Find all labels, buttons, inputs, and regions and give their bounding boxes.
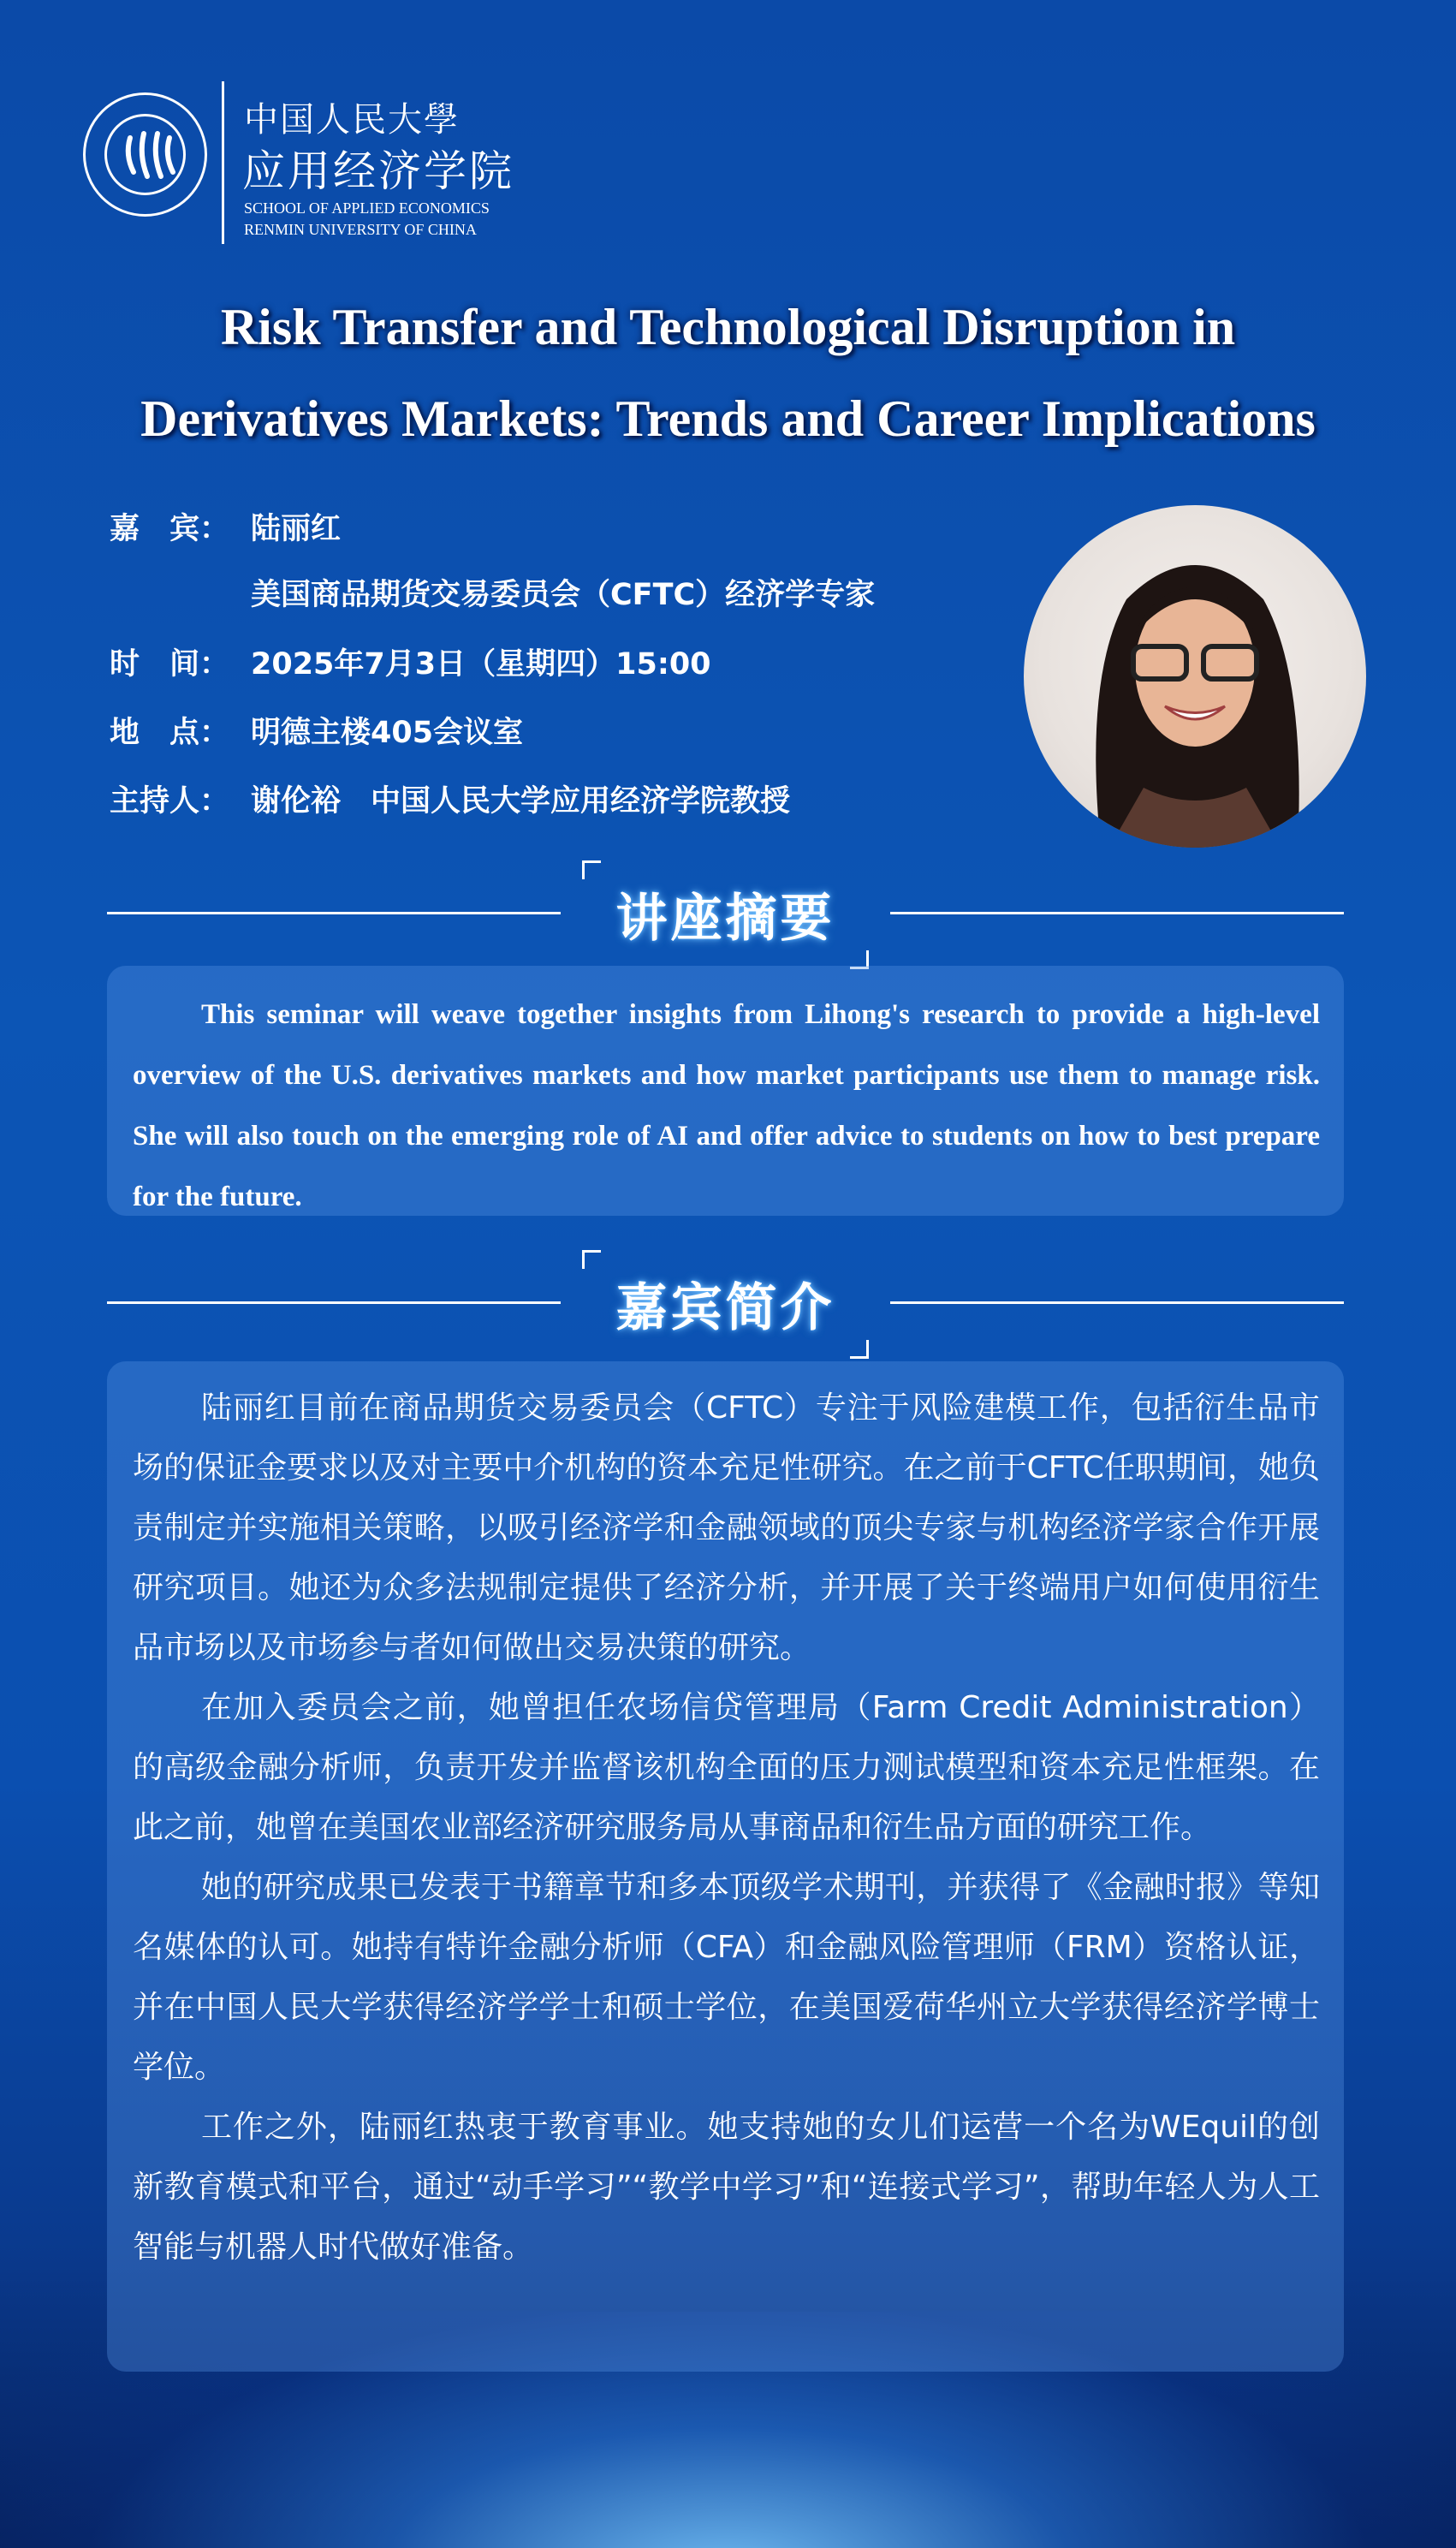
abstract-heading: 讲座摘要	[615, 889, 835, 949]
school-name-cn: 应用经济学院	[242, 146, 514, 196]
logo-divider	[222, 81, 224, 244]
abstract-text: This seminar will weave together insights from Lihong's research to provide a high-level overview of the U.S. derivatives markets and how market participants use them to manage risk. She will also touch on the emerging role of AI and offer advice to students on how to best prepare for the future.	[133, 999, 1320, 1212]
corner-bracket	[582, 1250, 601, 1269]
info-time	[110, 640, 711, 683]
corner-bracket	[582, 860, 601, 879]
info-label: 地 点：	[110, 716, 230, 750]
bio-section-header	[107, 1267, 1344, 1336]
info-label: 时 间：	[110, 647, 230, 682]
school-name-en: SCHOOL OF APPLIED ECONOMICS	[244, 199, 490, 217]
info-location	[110, 709, 523, 752]
info-value: 陆丽红	[251, 512, 342, 546]
abstract-box	[107, 966, 1344, 1216]
info-guest	[110, 505, 341, 548]
corner-bracket	[850, 1340, 869, 1359]
title-line-1: Risk Transfer and Technological Disruption in	[220, 299, 1236, 355]
info-value: 谢伦裕 中国人民大学应用经济学院教授	[251, 784, 791, 819]
university-name-en: RENMIN UNIVERSITY OF CHINA	[244, 221, 477, 238]
bio-paragraph: 陆丽红目前在商品期货交易委员会（CFTC）专注于风险建模工作，包括衍生品市场的保证金要求以及对主要中介机构的资本充足性研究。在之前于CFTC任职期间，她负责制定并实施相关策略，以吸引经济学和金融领域的顶尖专家与机构经济学家合作开展研究项目。她还为众多法规制定提供了经济分析，并开展了关于终端用户如何使用衍生品市场以及市场参与者如何做出交易决策的研究。	[133, 1390, 1320, 1665]
info-value: 明德主楼405会议室	[251, 716, 524, 750]
bio-heading: 嘉宾简介	[615, 1278, 835, 1338]
info-label: 主持人：	[110, 784, 230, 819]
title-line-2: Derivatives Markets: Trends and Career Implications	[140, 390, 1316, 447]
info-guest-title	[110, 571, 875, 614]
abstract-section-header	[107, 878, 1344, 949]
speaker-photo	[1024, 505, 1366, 848]
bio-box	[107, 1361, 1344, 2372]
info-label	[110, 571, 251, 614]
bio-paragraph: 她的研究成果已发表于书籍章节和多本顶级学术期刊，并获得了《金融时报》等知名媒体的认可。她持有特许金融分析师（CFA）和金融风险管理师（FRM）资格认证，并在中国人民大学获得经济学学士和硕士学位，在美国爱荷华州立大学获得经济学博士学位。	[133, 1870, 1320, 2085]
university-name-cn: 中国人民大學	[244, 100, 460, 140]
university-seal-logo	[83, 92, 207, 217]
info-value: 美国商品期货交易委员会（CFTC）经济学专家	[251, 578, 876, 612]
info-host	[110, 777, 790, 820]
info-value: 2025年7月3日（星期四）15:00	[251, 647, 711, 682]
bio-paragraph: 在加入委员会之前，她曾担任农场信贷管理局（Farm Credit Administration）的高级金融分析师，负责开发并监督该机构全面的压力测试模型和资本充足性框架。在此之前，她曾在美国农业部经济研究服务局从事商品和衍生品方面的研究工作。	[133, 1690, 1320, 1845]
info-label: 嘉 宾：	[110, 512, 230, 546]
bio-paragraph: 工作之外，陆丽红热衷于教育事业。她支持她的女儿们运营一个名为WEquil的创新教育模式和平台，通过“动手学习”“教学中学习”和“连接式学习”，帮助年轻人为人工智能与机器人时代做好准备。	[133, 2110, 1320, 2265]
